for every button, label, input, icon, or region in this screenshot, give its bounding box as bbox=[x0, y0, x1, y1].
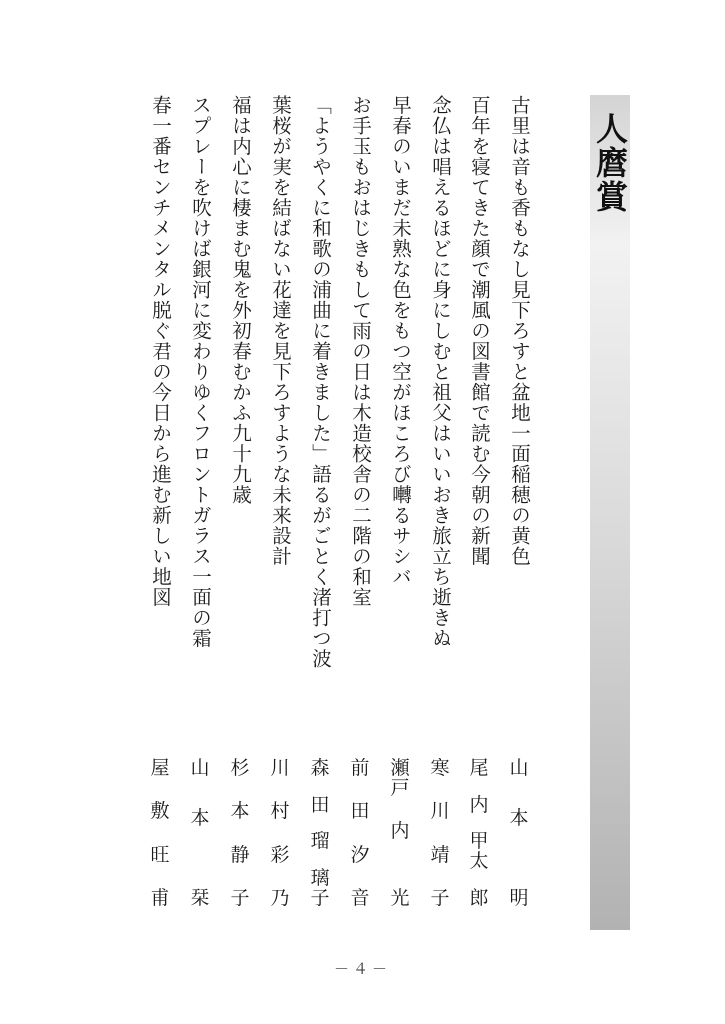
poem-4: 早春のいまだ未熟な色をもつ空がほころび囀るサシバ bbox=[389, 95, 412, 587]
author-2 bbox=[464, 758, 494, 908]
poem-6: 「ようやくに和歌の浦曲に着きました」語るがごとく渚打つ波 bbox=[309, 95, 332, 669]
title-band bbox=[590, 95, 630, 930]
author-8 bbox=[225, 758, 255, 908]
author-char: 彩 bbox=[270, 843, 290, 866]
author-char: 乃 bbox=[270, 886, 290, 909]
author-char: 明 bbox=[509, 887, 529, 909]
author-char: 川 bbox=[270, 757, 290, 779]
author-char: 璃子 bbox=[310, 866, 330, 909]
author-char: 栞 bbox=[190, 887, 210, 909]
author-9 bbox=[185, 758, 215, 908]
poem-9: スプレーを吹けば銀河に変わりゆくフロントガラス一面の霜 bbox=[189, 95, 212, 649]
poem-5: お手玉もおはじきもして雨の日は木造校舎の二階の和室 bbox=[349, 95, 372, 608]
author-char: 森 bbox=[310, 757, 330, 779]
author-char: 寒 bbox=[430, 757, 450, 779]
author-char: 内 bbox=[469, 793, 489, 816]
poem-8: 福は内心に棲まむ鬼を外初春むかふ九十九歳 bbox=[229, 95, 252, 505]
author-char: 屋 bbox=[150, 757, 170, 779]
author-char: 旺 bbox=[150, 843, 170, 866]
author-char: 敷 bbox=[150, 800, 170, 823]
author-char: 本 bbox=[230, 800, 250, 823]
author-char: 山 bbox=[190, 757, 210, 779]
author-char: 子 bbox=[230, 886, 250, 909]
author-char: 瀬戸 bbox=[390, 757, 410, 799]
author-7 bbox=[265, 758, 295, 908]
author-char: 本 bbox=[509, 807, 529, 829]
author-char: 本 bbox=[190, 807, 210, 829]
section-title: 人麿賞 bbox=[591, 112, 629, 214]
author-char: 甲太 bbox=[469, 830, 489, 873]
author-char: 尾 bbox=[469, 757, 489, 779]
author-char: 甫 bbox=[150, 886, 170, 909]
poem-1: 古里は音も香もなし見下ろすと盆地一面稲穂の黄色 bbox=[508, 95, 531, 567]
author-char: 山 bbox=[509, 757, 529, 779]
author-10 bbox=[145, 758, 175, 908]
author-char: 静 bbox=[230, 843, 250, 866]
author-char: 音 bbox=[350, 886, 370, 909]
author-char: 村 bbox=[270, 800, 290, 823]
page-number: －４－ bbox=[333, 960, 391, 978]
author-char: 光 bbox=[390, 886, 410, 909]
author-char: 靖 bbox=[430, 843, 450, 866]
poem-10: 春一番センチメンタル脱ぐ君の今日から進む新しい地図 bbox=[149, 95, 172, 608]
author-char: 郎 bbox=[469, 886, 489, 909]
author-char: 内 bbox=[390, 820, 410, 843]
author-1 bbox=[504, 758, 534, 908]
author-char: 瑠 bbox=[310, 830, 330, 853]
poem-3: 念仏は唱えるほどに身にしむと祖父はいいおき旅立ち逝きぬ bbox=[429, 95, 452, 649]
author-4 bbox=[385, 758, 415, 908]
author-5 bbox=[345, 758, 375, 908]
author-char: 子 bbox=[430, 886, 450, 909]
poem-7: 葉桜が実を結ばない花達を見下ろすような未来設計 bbox=[269, 95, 292, 567]
author-char: 汐 bbox=[350, 843, 370, 866]
author-6 bbox=[305, 758, 335, 908]
author-char: 前 bbox=[350, 757, 370, 779]
author-char: 田 bbox=[350, 800, 370, 823]
author-3 bbox=[425, 758, 455, 908]
author-char: 川 bbox=[430, 800, 450, 823]
author-char: 杉 bbox=[230, 757, 250, 779]
author-char: 田 bbox=[310, 793, 330, 816]
poem-2: 百年を寝てきた顔で潮風の図書館で読む今朝の新聞 bbox=[468, 95, 491, 567]
